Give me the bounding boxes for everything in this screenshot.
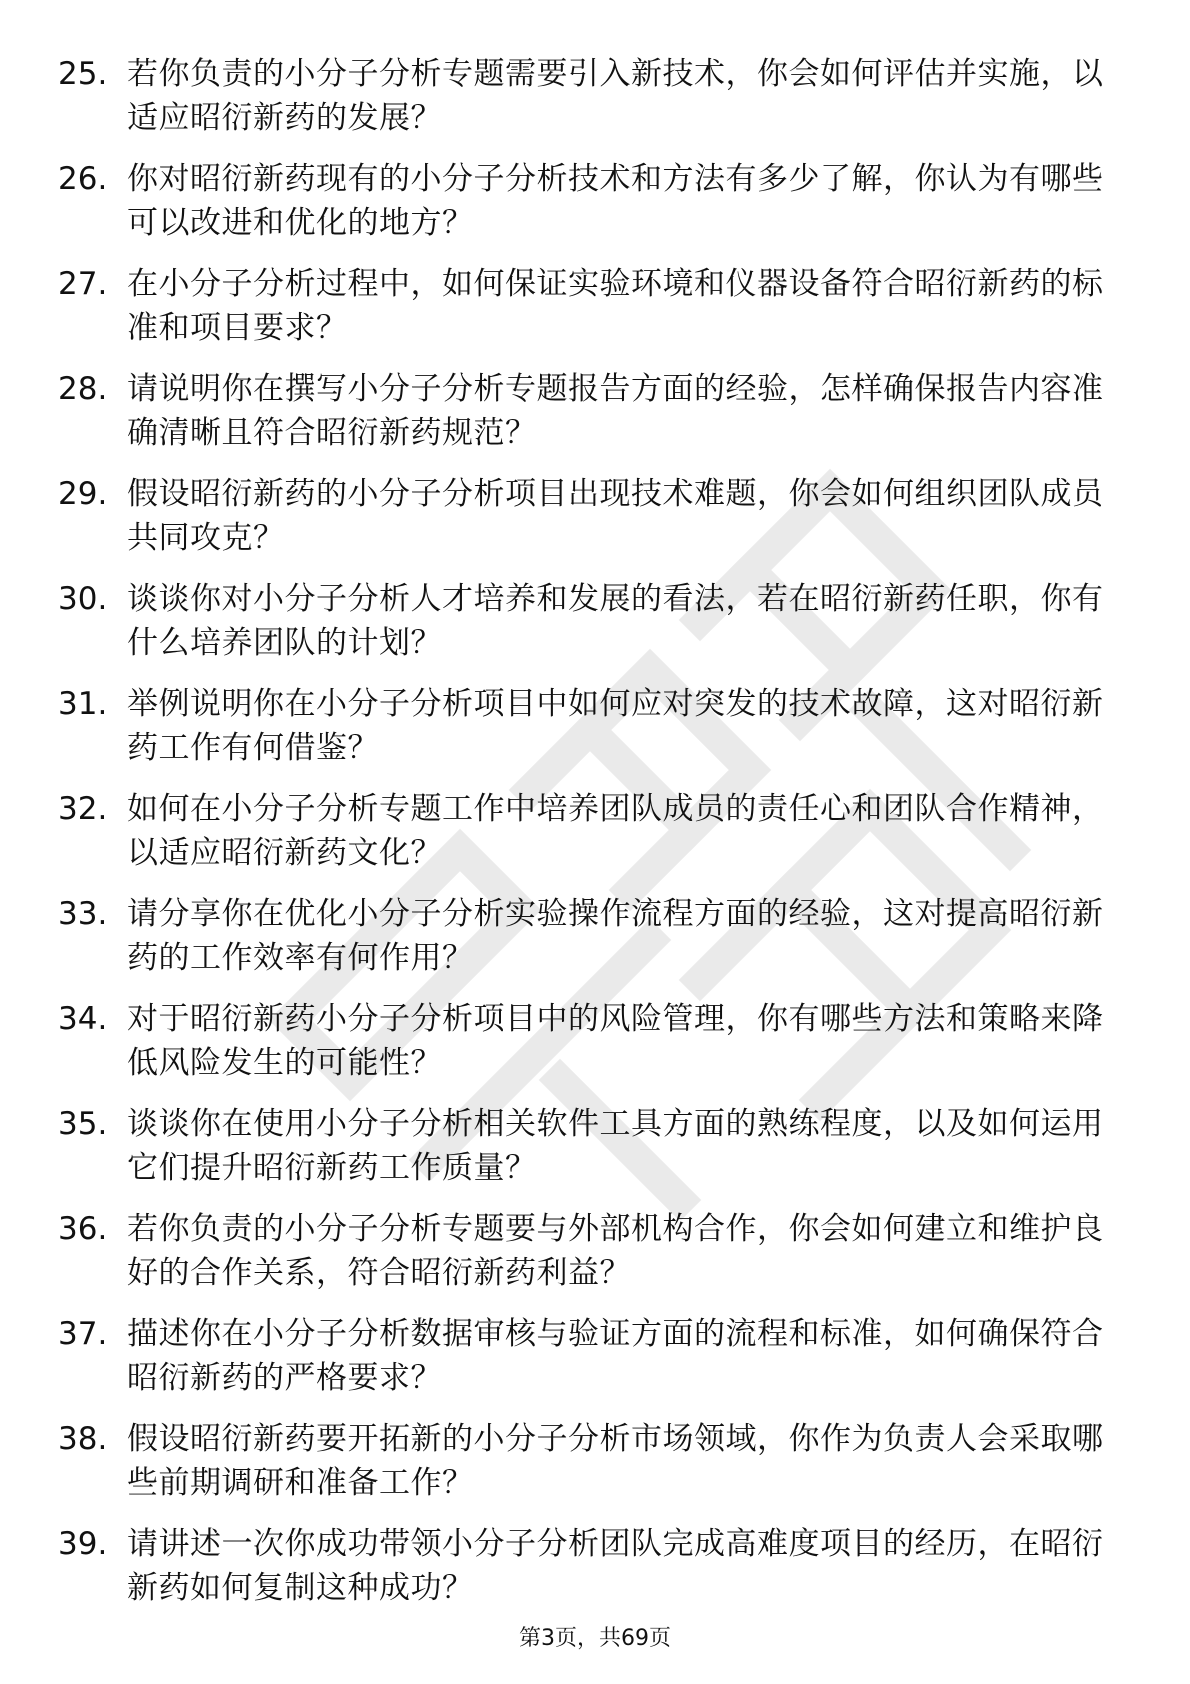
question-text: 请分享你在优化小分子分析实验操作流程方面的经验，这对提高昭衍新药的工作效率有何作用？ [127,896,1104,976]
question-text: 谈谈你对小分子分析人才培养和发展的看法，若在昭衍新药任职，你有什么培养团队的计划？ [127,581,1104,661]
question-item [58,1522,1138,1627]
question-number: 31. [58,686,108,722]
question-text: 对于昭衍新药小分子分析项目中的风险管理，你有哪些方法和策略来降低风险发生的可能性？ [127,1001,1104,1081]
question-text: 若你负责的小分子分析专题需要引入新技术，你会如何评估并实施，以适应昭衍新药的发展？ [127,56,1104,136]
question-text: 若你负责的小分子分析专题要与外部机构合作，你会如何建立和维护良好的合作关系，符合昭衍新药利益？ [127,1211,1104,1291]
question-item [58,367,1138,472]
question-item [58,577,1138,682]
question-number: 35. [58,1106,108,1142]
question-number: 25. [58,56,108,92]
question-number: 33. [58,896,108,932]
question-item [58,1102,1138,1207]
question-number: 30. [58,581,108,617]
question-number: 26. [58,161,108,197]
question-text: 你对昭衍新药现有的小分子分析技术和方法有多少了解，你认为有哪些可以改进和优化的地方？ [127,161,1104,241]
question-number: 32. [58,791,108,827]
question-text: 请说明你在撰写小分子分析专题报告方面的经验，怎样确保报告内容准确清晰且符合昭衍新药规范？ [127,371,1104,451]
question-text: 假设昭衍新药的小分子分析项目出现技术难题，你会如何组织团队成员共同攻克？ [127,476,1104,556]
question-item [58,472,1138,577]
question-item [58,1207,1138,1312]
question-number: 38. [58,1421,108,1457]
question-number: 29. [58,476,108,512]
question-item [58,997,1138,1102]
question-text: 谈谈你在使用小分子分析相关软件工具方面的熟练程度，以及如何运用它们提升昭衍新药工作质量？ [127,1106,1104,1186]
question-list [58,52,1138,1627]
question-item [58,157,1138,262]
question-text: 假设昭衍新药要开拓新的小分子分析市场领域，你作为负责人会采取哪些前期调研和准备工作？ [127,1421,1104,1501]
page-number-footer: 第3页，共69页 [519,1626,671,1651]
question-item [58,682,1138,787]
question-number: 28. [58,371,108,407]
question-text: 如何在小分子分析专题工作中培养团队成员的责任心和团队合作精神，以适应昭衍新药文化？ [127,791,1104,871]
question-item [58,1312,1138,1417]
question-item [58,262,1138,367]
question-number: 37. [58,1316,108,1352]
question-item [58,1417,1138,1522]
question-text: 在小分子分析过程中，如何保证实验环境和仪器设备符合昭衍新药的标准和项目要求？ [127,266,1104,346]
question-number: 36. [58,1211,108,1247]
question-number: 39. [58,1526,108,1562]
question-number: 27. [58,266,108,302]
question-item [58,787,1138,892]
question-number: 34. [58,1001,108,1037]
question-item [58,52,1138,157]
question-text: 举例说明你在小分子分析项目中如何应对突发的技术故障，这对昭衍新药工作有何借鉴？ [127,686,1104,766]
question-text: 描述你在小分子分析数据审核与验证方面的流程和标准，如何确保符合昭衍新药的严格要求？ [127,1316,1104,1396]
question-text: 请讲述一次你成功带领小分子分析团队完成高难度项目的经历，在昭衍新药如何复制这种成功？ [127,1526,1104,1606]
question-item [58,892,1138,997]
